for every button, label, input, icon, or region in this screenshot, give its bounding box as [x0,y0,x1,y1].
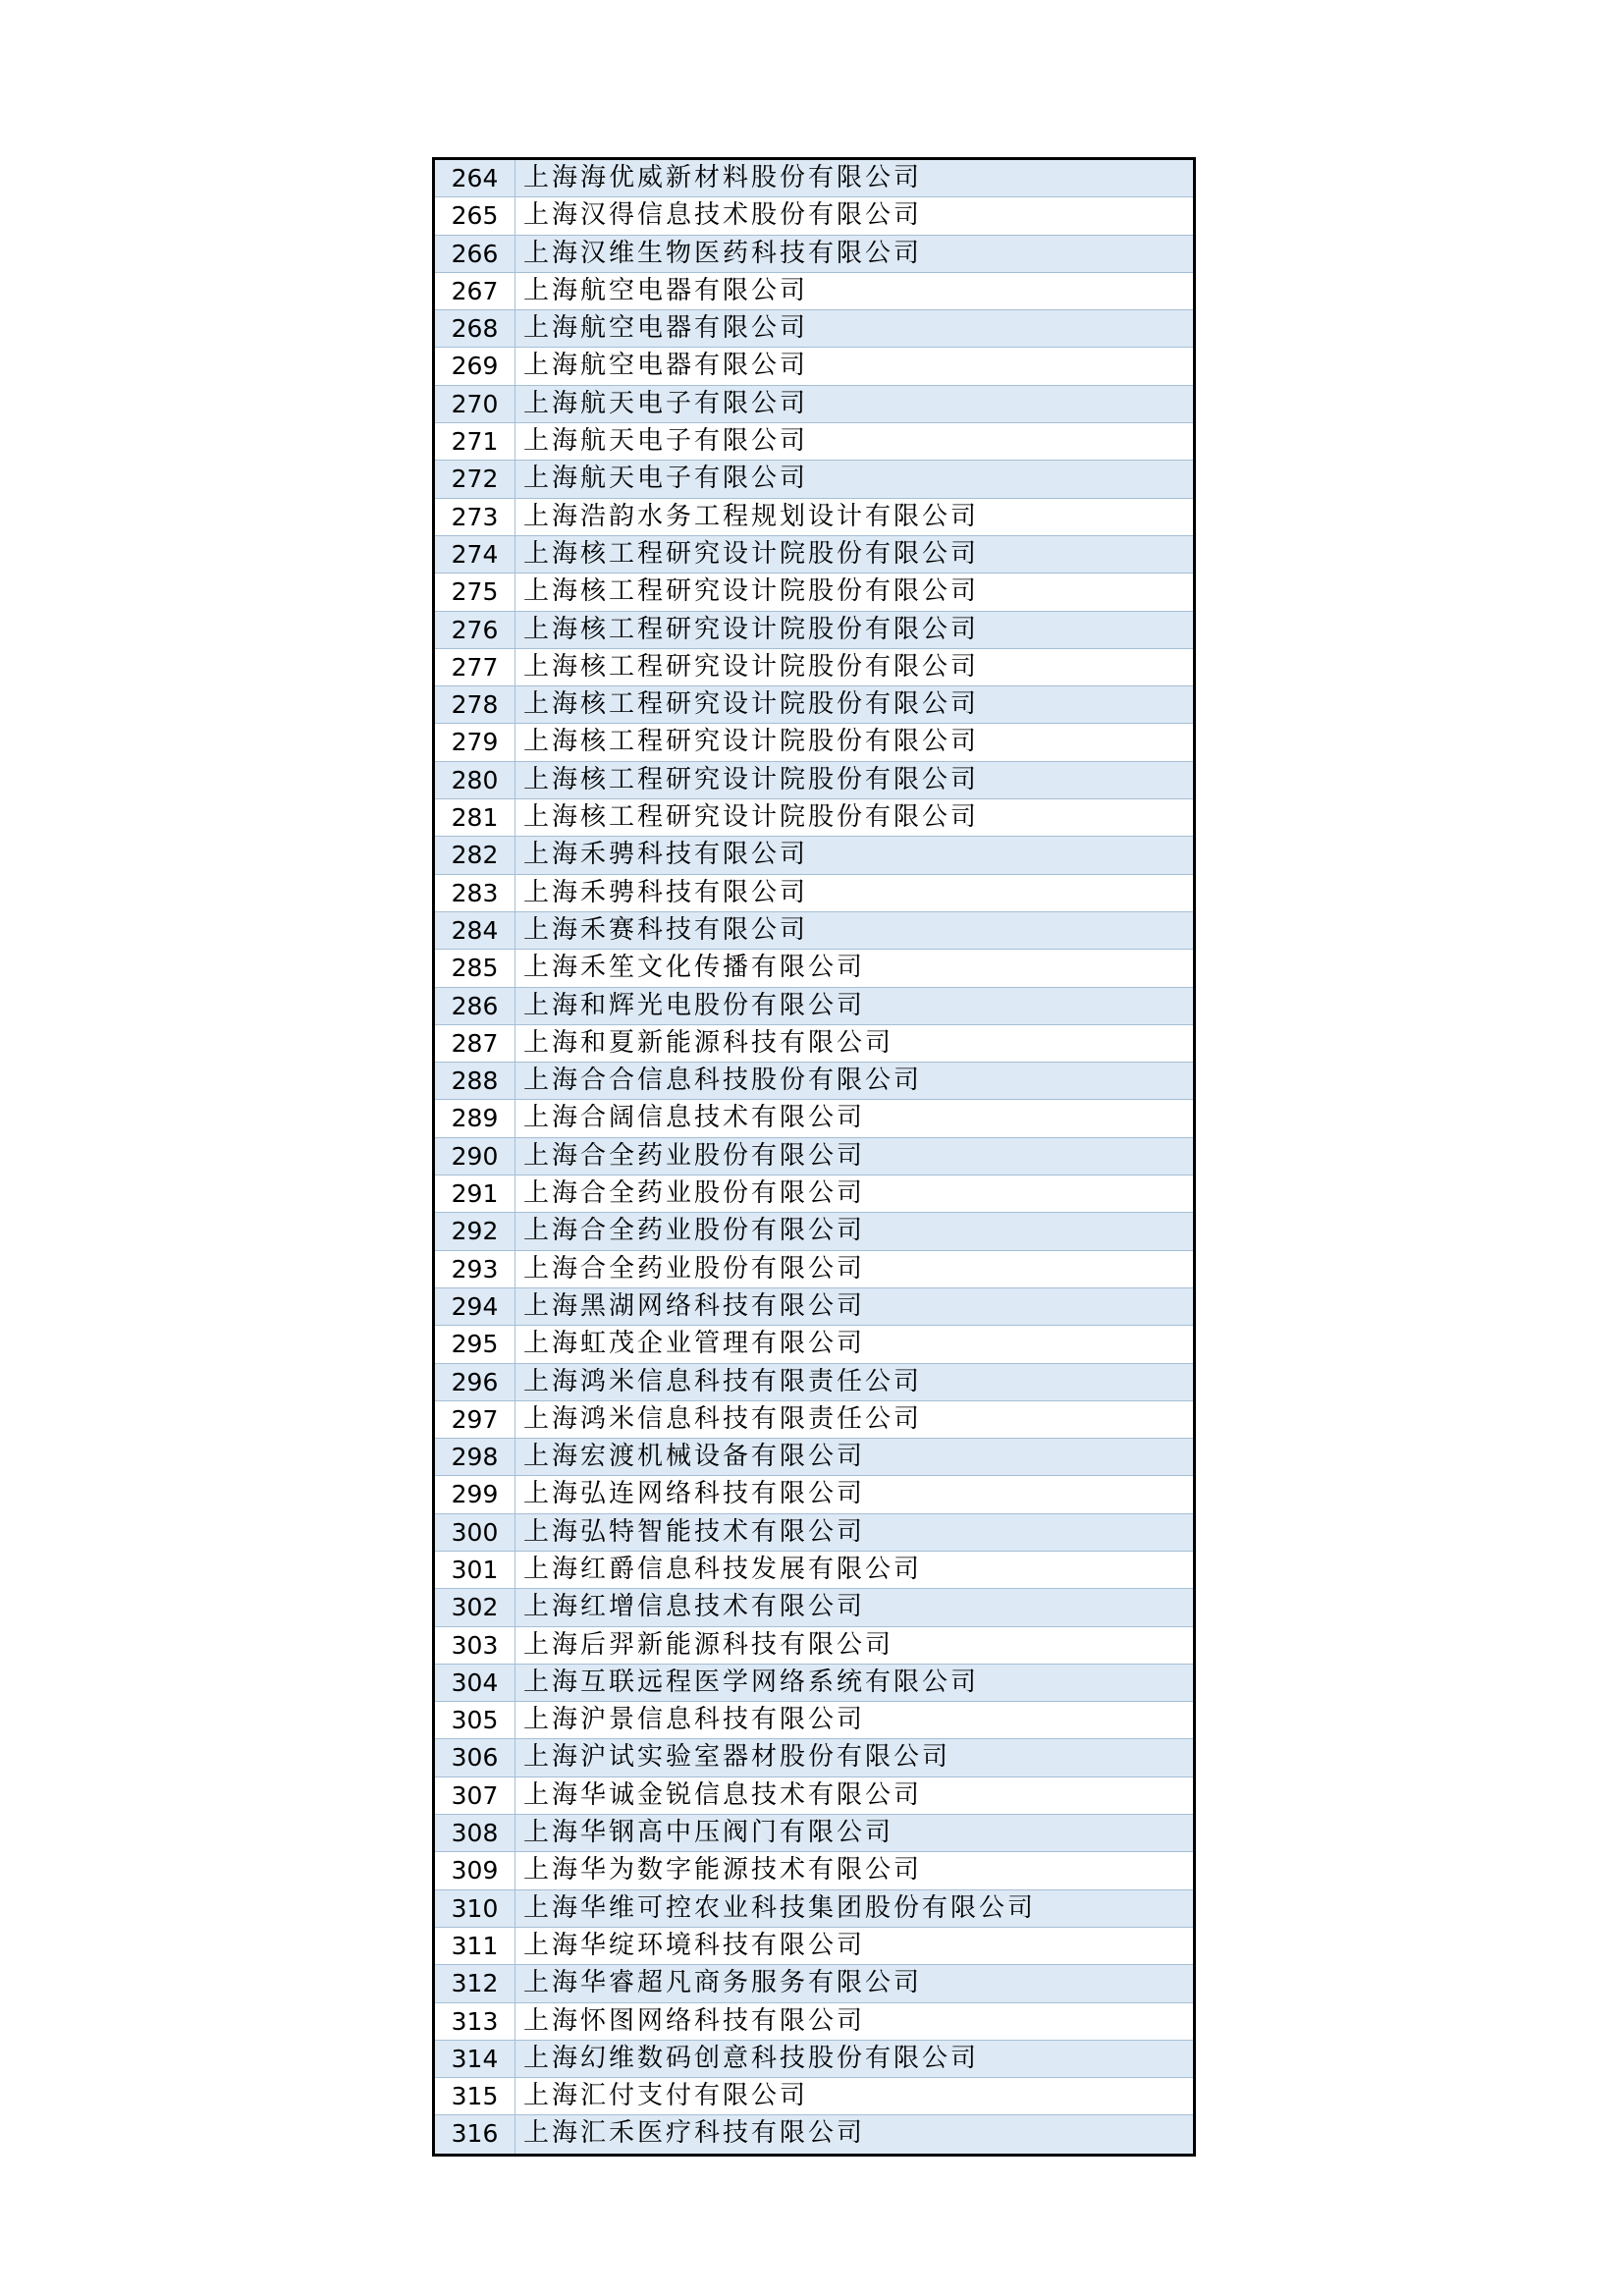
row-number: 289 [435,1100,515,1136]
row-number: 304 [435,1665,515,1701]
company-name: 上海航天电子有限公司 [523,388,809,418]
company-name: 上海后羿新能源科技有限公司 [523,1629,894,1660]
table-row [435,912,1193,950]
table-row [435,1665,1193,1702]
company-name: 上海沪景信息科技有限公司 [523,1705,866,1735]
company-name: 上海合全药业股份有限公司 [523,1140,866,1171]
company-name: 上海弘特智能技术有限公司 [523,1516,866,1547]
company-name: 上海和辉光电股份有限公司 [523,990,866,1020]
row-number: 267 [435,273,515,309]
company-name: 上海核工程研究设计院股份有限公司 [523,538,980,569]
company-name: 上海华维可控农业科技集团股份有限公司 [523,1892,1037,1923]
table-row [435,236,1193,273]
table-row [435,273,1193,310]
row-number: 273 [435,499,515,535]
company-name: 上海禾笙文化传播有限公司 [523,953,866,983]
row-number: 297 [435,1401,515,1438]
company-name: 上海浩韵水务工程规划设计有限公司 [523,501,980,531]
row-number: 282 [435,837,515,873]
row-number: 292 [435,1213,515,1249]
table-row [435,686,1193,724]
table-row [435,160,1193,197]
company-name: 上海航空电器有限公司 [523,313,809,344]
row-number: 308 [435,1815,515,1851]
row-number: 313 [435,2003,515,2040]
table-row [435,875,1193,912]
table-row [435,310,1193,348]
table-row [435,1852,1193,1889]
row-number: 278 [435,686,515,723]
company-name: 上海华绽环境科技有限公司 [523,1930,866,1960]
company-name: 上海红增信息技术有限公司 [523,1592,866,1622]
row-number: 291 [435,1175,515,1212]
table-row [435,1326,1193,1363]
company-name: 上海互联远程医学网络系统有限公司 [523,1667,980,1697]
table-row [435,1025,1193,1063]
row-number: 264 [435,160,515,196]
table-row [435,1175,1193,1213]
row-number: 293 [435,1251,515,1287]
company-list-table [432,157,1196,2157]
row-number: 295 [435,1326,515,1362]
row-number: 279 [435,724,515,760]
table-row [435,1439,1193,1476]
company-name: 上海禾骋科技有限公司 [523,840,809,870]
table-row [435,461,1193,498]
row-number: 283 [435,875,515,911]
row-number: 285 [435,950,515,986]
company-name: 上海鸿米信息科技有限责任公司 [523,1366,923,1396]
company-name: 上海合阔信息技术有限公司 [523,1103,866,1133]
table-row [435,574,1193,611]
company-name: 上海沪试实验室器材股份有限公司 [523,1742,951,1773]
table-row [435,799,1193,837]
table-row [435,197,1193,235]
company-name: 上海弘连网络科技有限公司 [523,1479,866,1509]
row-number: 302 [435,1589,515,1625]
row-number: 269 [435,348,515,384]
company-name: 上海核工程研究设计院股份有限公司 [523,689,980,720]
table-row [435,536,1193,574]
table-row [435,2078,1193,2115]
row-number: 306 [435,1739,515,1776]
table-row [435,1288,1193,1326]
table-row [435,1589,1193,1626]
row-number: 281 [435,799,515,836]
company-name: 上海宏渡机械设备有限公司 [523,1442,866,1472]
row-number: 290 [435,1138,515,1175]
row-number: 275 [435,574,515,610]
table-row [435,423,1193,461]
table-row [435,1702,1193,1739]
table-row [435,1401,1193,1439]
row-number: 265 [435,197,515,234]
table-row [435,612,1193,649]
row-number: 311 [435,1928,515,1964]
table-row [435,762,1193,799]
row-number: 287 [435,1025,515,1062]
table-row [435,1928,1193,1965]
row-number: 274 [435,536,515,573]
table-row [435,1552,1193,1589]
company-name: 上海汉维生物医药科技有限公司 [523,238,923,268]
company-name: 上海航空电器有限公司 [523,351,809,381]
row-number: 288 [435,1063,515,1099]
company-name: 上海虹茂企业管理有限公司 [523,1329,866,1359]
row-number: 277 [435,649,515,685]
company-name: 上海合全药业股份有限公司 [523,1178,866,1209]
table-row [435,2003,1193,2041]
row-number: 301 [435,1552,515,1588]
table-row [435,1476,1193,1513]
company-name: 上海核工程研究设计院股份有限公司 [523,802,980,833]
table-row [435,988,1193,1025]
table-row [435,2041,1193,2078]
table-row [435,348,1193,385]
table-row [435,950,1193,987]
row-number: 307 [435,1777,515,1814]
company-name: 上海华钢高中压阀门有限公司 [523,1818,894,1848]
table-row [435,1815,1193,1852]
company-name: 上海怀图网络科技有限公司 [523,2005,866,2036]
row-number: 296 [435,1364,515,1400]
row-number: 310 [435,1890,515,1927]
company-name: 上海核工程研究设计院股份有限公司 [523,576,980,607]
row-number: 303 [435,1627,515,1664]
row-number: 309 [435,1852,515,1888]
company-name: 上海海优威新材料股份有限公司 [523,163,923,192]
company-name: 上海合合信息科技股份有限公司 [523,1066,923,1096]
row-number: 294 [435,1288,515,1325]
row-number: 300 [435,1514,515,1551]
company-name: 上海航空电器有限公司 [523,275,809,305]
table-row [435,2115,1193,2153]
table-row [435,724,1193,761]
company-name: 上海幻维数码创意科技股份有限公司 [523,2043,980,2073]
company-name: 上海禾赛科技有限公司 [523,914,809,945]
row-number: 298 [435,1439,515,1475]
row-number: 271 [435,423,515,460]
row-number: 272 [435,461,515,497]
company-name: 上海核工程研究设计院股份有限公司 [523,764,980,794]
table-row [435,837,1193,874]
company-name: 上海和夏新能源科技有限公司 [523,1027,894,1058]
table-row [435,1213,1193,1250]
company-name: 上海禾骋科技有限公司 [523,877,809,907]
company-name: 上海核工程研究设计院股份有限公司 [523,614,980,644]
table-row [435,1138,1193,1175]
row-number: 266 [435,236,515,272]
table-row [435,499,1193,536]
row-number: 315 [435,2078,515,2114]
row-number: 280 [435,762,515,798]
table-row [435,1627,1193,1665]
row-number: 276 [435,612,515,648]
company-name: 上海鸿米信息科技有限责任公司 [523,1403,923,1434]
company-name: 上海航天电子有限公司 [523,426,809,457]
table-row [435,1100,1193,1137]
table-row [435,1514,1193,1552]
table-row [435,386,1193,423]
company-name: 上海汉得信息技术股份有限公司 [523,200,923,231]
row-number: 268 [435,310,515,347]
company-name: 上海汇禾医疗科技有限公司 [523,2118,866,2149]
table-row [435,1965,1193,2002]
company-name: 上海华睿超凡商务服务有限公司 [523,1968,923,1998]
company-name: 上海华为数字能源技术有限公司 [523,1855,923,1886]
row-number: 314 [435,2041,515,2077]
row-number: 286 [435,988,515,1024]
table-row [435,1251,1193,1288]
table-row [435,1364,1193,1401]
row-number: 284 [435,912,515,949]
table-row [435,649,1193,686]
row-number: 305 [435,1702,515,1738]
company-name: 上海汇付支付有限公司 [523,2081,809,2111]
company-name: 上海华诚金锐信息技术有限公司 [523,1779,923,1810]
row-number: 299 [435,1476,515,1512]
table-row [435,1890,1193,1928]
table-row [435,1739,1193,1777]
company-name: 上海核工程研究设计院股份有限公司 [523,651,980,682]
row-number: 312 [435,1965,515,2001]
company-name: 上海合全药业股份有限公司 [523,1216,866,1246]
row-number: 270 [435,386,515,422]
company-name: 上海黑湖网络科技有限公司 [523,1290,866,1321]
table-row [435,1063,1193,1100]
company-name: 上海核工程研究设计院股份有限公司 [523,727,980,757]
company-name: 上海航天电子有限公司 [523,464,809,494]
company-name: 上海红爵信息科技发展有限公司 [523,1554,923,1584]
table-row [435,1777,1193,1815]
company-name: 上海合全药业股份有限公司 [523,1253,866,1284]
row-number: 316 [435,2115,515,2153]
